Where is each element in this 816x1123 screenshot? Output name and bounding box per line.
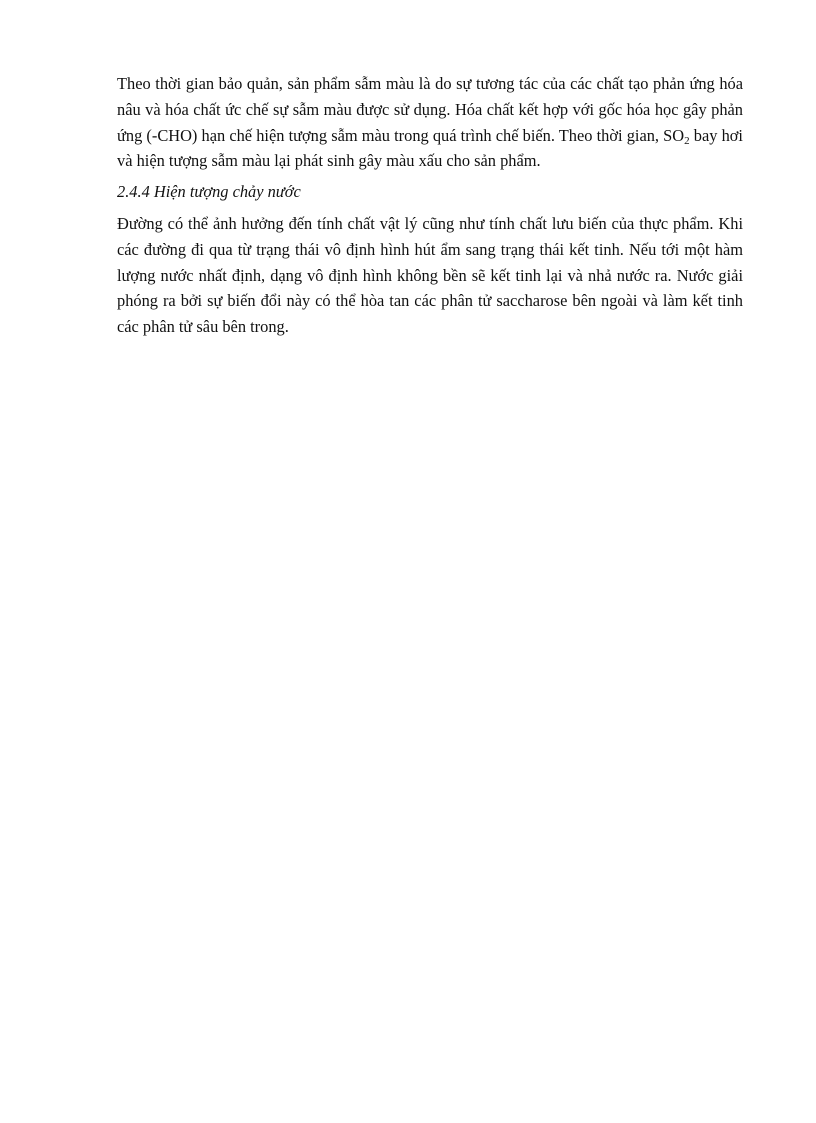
- document-body: [117, 71, 743, 340]
- so2-subscript: 2: [684, 134, 690, 147]
- paragraph-text-after-subscript: bay hơi và hiện tượng sẫm màu lại phát sinh gây màu xấu cho sản phẩm.: [117, 125, 743, 171]
- paragraph-water-release: Đường có thể ảnh hưởng đến tính chất vật lý cũng như tính chất lưu biến của thực phẩm. Khi các đường đi qua từ trạng thái vô định hình hút ẩm sang trạng thái kết tinh. Nếu tới một hàm lượng nước nhất định, dạng vô định hình không bền sẽ kết tinh lại và nhả nước ra. Nước giải phóng ra bởi sự biến đổi này có thể hòa tan các phân tử saccharose bên ngoài và làm kết tinh các phân tử sâu bên trong.: [117, 213, 743, 337]
- paragraph-text-before-subscript: Theo thời gian bảo quản, sản phẩm sẫm màu là do sự tương tác của các chất tạo phản ứng hóa nâu và hóa chất ức chế sự sẫm màu được sử dụng. Hóa chất kết hợp với gốc hóa học gây phản ứng (-CHO) hạn chế hiện tượng sẫm màu trong quá trình chế biến. Theo thời gian, SO: [117, 74, 743, 145]
- section-heading: 2.4.4 Hiện tượng chảy nước: [117, 182, 301, 202]
- paragraph-browning-storage: [117, 71, 743, 174]
